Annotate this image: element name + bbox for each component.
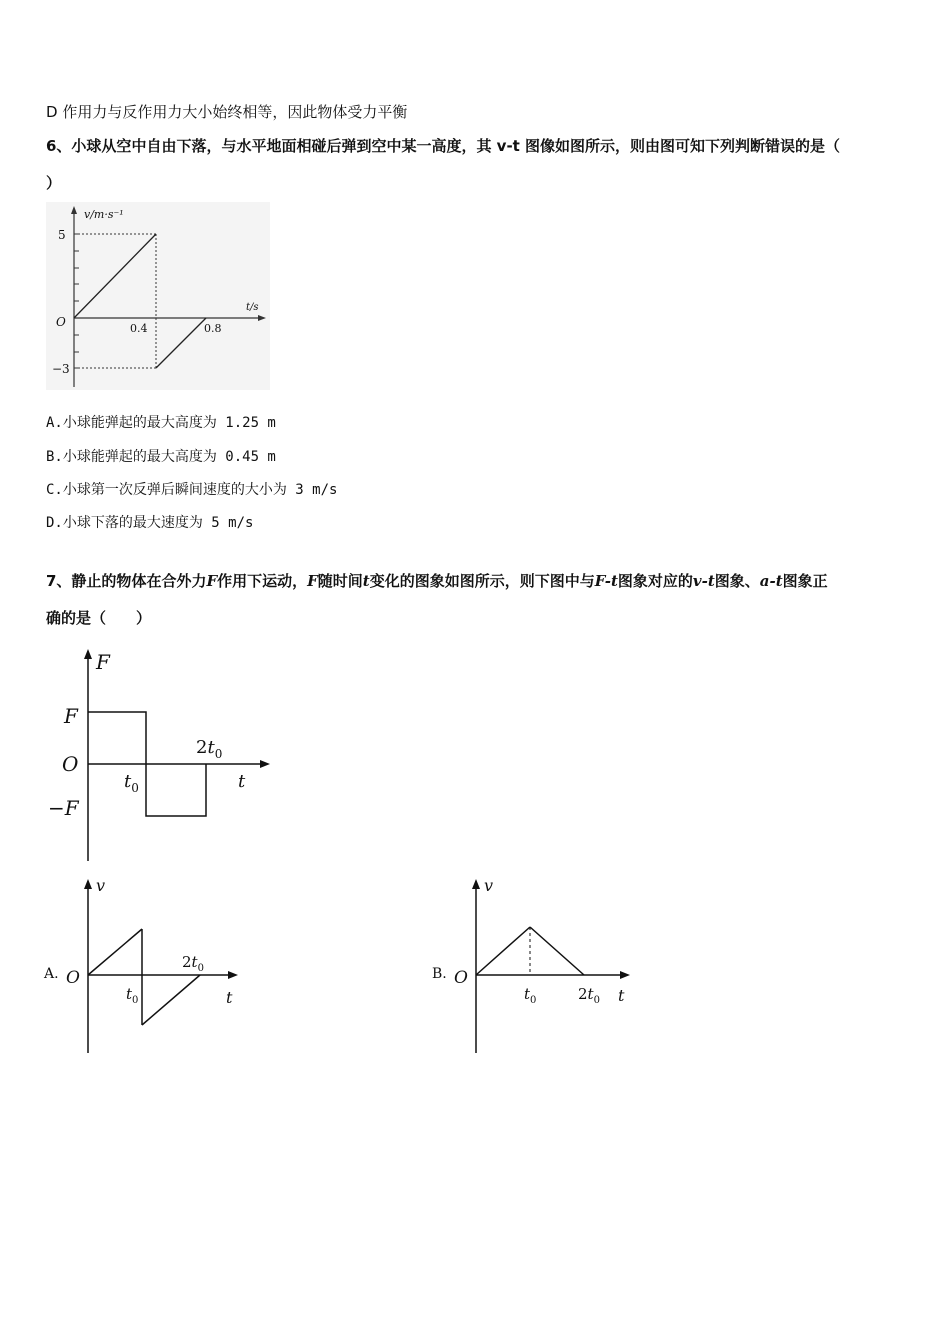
option-a-label: A. xyxy=(44,966,59,982)
origin-label: O xyxy=(62,752,79,776)
t-axis-arrow xyxy=(260,760,270,768)
t-axis-label: t xyxy=(226,988,233,1007)
v-axis-label: v xyxy=(484,876,494,895)
q7-ft-figure xyxy=(46,645,286,865)
rise-segment xyxy=(88,929,142,975)
t-axis-arrow xyxy=(228,971,238,979)
origin-label: O xyxy=(66,968,80,988)
figure-background xyxy=(46,202,270,390)
tick-label-5: 5 xyxy=(58,228,66,242)
t-axis-label: t/s xyxy=(246,302,259,313)
q5-option-d: D 作用力与反作用力大小始终相等，因此物体受力平衡 xyxy=(46,103,408,121)
rise-segment xyxy=(476,927,530,975)
q6-option-d: D.小球下落的最大速度为 5 m/s xyxy=(46,515,254,531)
option-b-label: B. xyxy=(432,966,447,982)
t-axis-label: t xyxy=(238,771,246,792)
t0-label: $t_0$ xyxy=(124,771,139,795)
tick-label-neg3: −3 xyxy=(52,362,70,376)
level-pos-label: F xyxy=(64,704,78,728)
q7-stem-line2: 确的是（ ） xyxy=(46,609,152,627)
f-axis-arrow xyxy=(84,649,92,659)
two-t0-label: $2t_0$ xyxy=(182,953,204,974)
t-axis-label: t xyxy=(618,986,625,1005)
v-axis-arrow xyxy=(472,879,480,889)
f-axis-label: F xyxy=(96,650,110,674)
t0-label: $t_0$ xyxy=(126,985,139,1006)
q7-stem-line1: 7、静止的物体在合外力F作用下运动，F随时间t变化的图象如图所示，则下图中与F-t图象对应的v-t图象、a-t图象正 xyxy=(46,572,828,590)
t-axis-arrow xyxy=(620,971,630,979)
tick-label-04: 0.4 xyxy=(130,322,148,335)
q6-stem-line2: ） xyxy=(46,174,62,192)
q6-vt-figure xyxy=(46,202,276,392)
v-axis-label: v xyxy=(96,876,106,895)
t0-label: $t_0$ xyxy=(524,985,537,1006)
q6-stem-line1: 6、小球从空中自由下落，与水平地面相碰后弹到空中某一高度，其 v-t 图像如图所示，则由图可知下列判断错误的是（ xyxy=(46,137,841,155)
q6-option-a: A.小球能弹起的最大高度为 1.25 m xyxy=(46,415,276,431)
fall-segment xyxy=(530,927,584,975)
v-axis-label: v/m·s⁻¹ xyxy=(84,208,124,221)
v-axis-arrow xyxy=(84,879,92,889)
q6-option-c: C.小球第一次反弹后瞬间速度的大小为 3 m/s xyxy=(46,482,338,498)
two-t0-label: $2t_0$ xyxy=(196,737,223,761)
two-t0-label: $2t_0$ xyxy=(578,985,600,1006)
tick-label-08: 0.8 xyxy=(204,322,222,335)
q7-option-a-figure xyxy=(44,875,284,1055)
q6-option-b: B.小球能弹起的最大高度为 0.45 m xyxy=(46,449,276,465)
level-neg-label: −F xyxy=(48,796,79,820)
origin-label: O xyxy=(56,315,66,329)
return-segment xyxy=(142,975,200,1025)
q7-option-b-figure xyxy=(432,875,672,1055)
origin-label: O xyxy=(454,968,468,988)
